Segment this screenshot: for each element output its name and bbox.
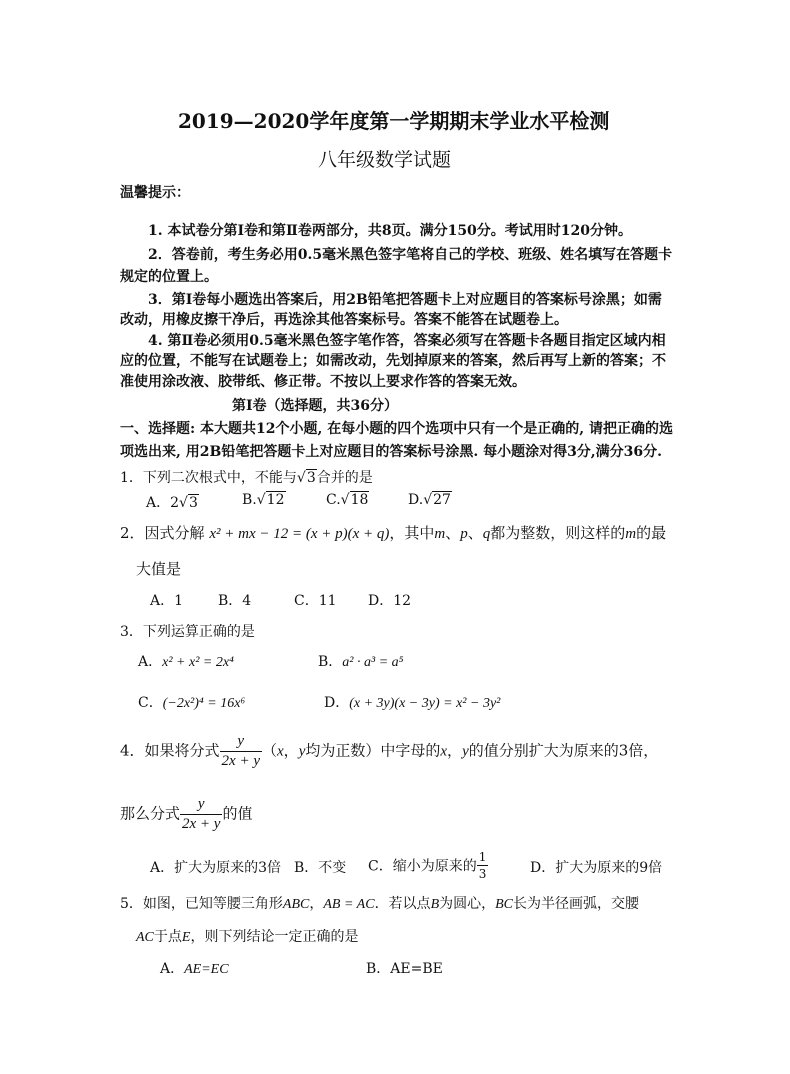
question-1-option-a: A．2√3 — [146, 495, 198, 511]
question-3-option-d: D．(x + 3y)(x − 3y) = x² − 3y² — [324, 695, 501, 711]
section-heading: 第Ⅰ卷（选择题，共36分） — [232, 398, 399, 414]
notice-item-4-line-3: 准使用涂改液、胶带纸、修正带。不按以上要求作答的答案无效。 — [120, 374, 526, 390]
notice-item-2-line-2: 规定的位置上。 — [120, 269, 218, 285]
page-title: 2019—2020学年度第一学期期末学业水平检测 — [178, 109, 610, 133]
question-4-option-c: C．缩小为原来的 $\frac{1}{3}$ — [368, 850, 487, 881]
sqrt-radical: √ — [296, 470, 306, 486]
notice-item-2-line-1: 2．答卷前，考生务必用0.5毫米黑色签字笔将自己的学校、班级、姓名填写在答题卡 — [148, 247, 673, 263]
fraction-one-third: $\frac{1}{3}$ — [478, 850, 487, 881]
question-5-option-b: B．AE=BE — [366, 961, 443, 977]
fraction-y-over-2x-plus-y: $\frac{y}{2x + y}$ — [221, 733, 260, 769]
question-2-option-d: D．12 — [368, 593, 412, 609]
question-4-stem-line-1: 4．如果将分式 $\frac{y}{2x + y}$ （x，y均为正数）中字母的x，y的值分别扩大为原来的3倍， — [120, 733, 659, 769]
question-3-option-b: B．a² · a³ = a⁵ — [318, 654, 404, 670]
fraction-y-over-2x-plus-y: $\frac{y}{2x + y}$ — [182, 796, 221, 832]
question-5-stem-line-2: AC于点E，则下列结论一定正确的是 — [136, 929, 359, 945]
question-2-option-c: C．11 — [294, 593, 337, 609]
question-5-option-a: A．AE=EC — [160, 961, 229, 977]
question-5-stem-line-1: 5．如图，已知等腰三角形ABC，AB = AC．若以点B为圆心，BC长为半径画弧，交腰 — [120, 896, 640, 912]
factor-equation: x² + mx − 12 = (x + p)(x + q) — [209, 526, 390, 542]
question-4-stem-line-2: 那么分式 $\frac{y}{2x + y}$ 的值 — [120, 796, 253, 832]
question-4-option-a: A．扩大为原来的3倍 — [150, 860, 282, 876]
question-2-option-b: B．4 — [218, 593, 252, 609]
question-4-option-d: D．扩大为原来的9倍 — [530, 860, 663, 876]
question-3-option-c: C．(−2x²)⁴ = 16x⁶ — [138, 695, 246, 711]
page-subtitle: 八年级数学试题 — [318, 149, 452, 171]
question-3-option-a: A．x² + x² = 2x⁴ — [138, 654, 234, 670]
question-2-stem-line-2: 大值是 — [136, 560, 182, 578]
notice-item-1: 1. 本试卷分第Ⅰ卷和第Ⅱ卷两部分，共8页。满分150分。考试用时120分钟。 — [148, 223, 633, 239]
question-2-option-a: A．1 — [150, 593, 184, 609]
radicand: 3 — [306, 470, 316, 486]
notice-item-3-line-1: 3．第Ⅰ卷每小题选出答案后，用2B铅笔把答题卡上对应题目的答案标号涂黑；如需 — [148, 292, 662, 308]
notice-item-3-line-2: 改动，用橡皮擦干净后，再选涂其他答案标号。答案不能答在试题卷上。 — [120, 312, 568, 328]
question-1-option-d: D.√27 — [408, 492, 451, 508]
question-3-stem: 3．下列运算正确的是 — [120, 624, 255, 640]
question-1-stem: 1．下列二次根式中，不能与√3合并的是 — [120, 470, 373, 486]
question-1-option-b: B.√12 — [242, 492, 285, 508]
notice-item-4-line-2: 应的位置，不能写在试题卷上；如需改动，先划掉原来的答案，然后再写上新的答案；不 — [120, 353, 666, 369]
section-intro-line-2: 项选出来, 用2B铅笔把答题卡上对应题目的答案标号涂黑. 每小题涂对得3分,满分36分. — [120, 444, 663, 460]
question-4-option-b: B．不变 — [294, 860, 347, 876]
notice-heading: 温馨提示： — [120, 185, 190, 201]
section-intro-line-1: 一、选择题: 本大题共12个小题, 在每小题的四个选项中只有一个是正确的, 请把正确的选 — [120, 421, 674, 437]
notice-item-4-line-1: 4. 第Ⅱ卷必须用0.5毫米黑色签字笔作答，答案必须写在答题卡各题目指定区域内相 — [148, 333, 666, 349]
question-1-option-c: C.√18 — [326, 492, 369, 508]
question-2-stem-line-1: 2．因式分解 x² + mx − 12 = (x + p)(x + q)，其中m、p、q都为整数，则这样的m的最 — [120, 524, 667, 542]
